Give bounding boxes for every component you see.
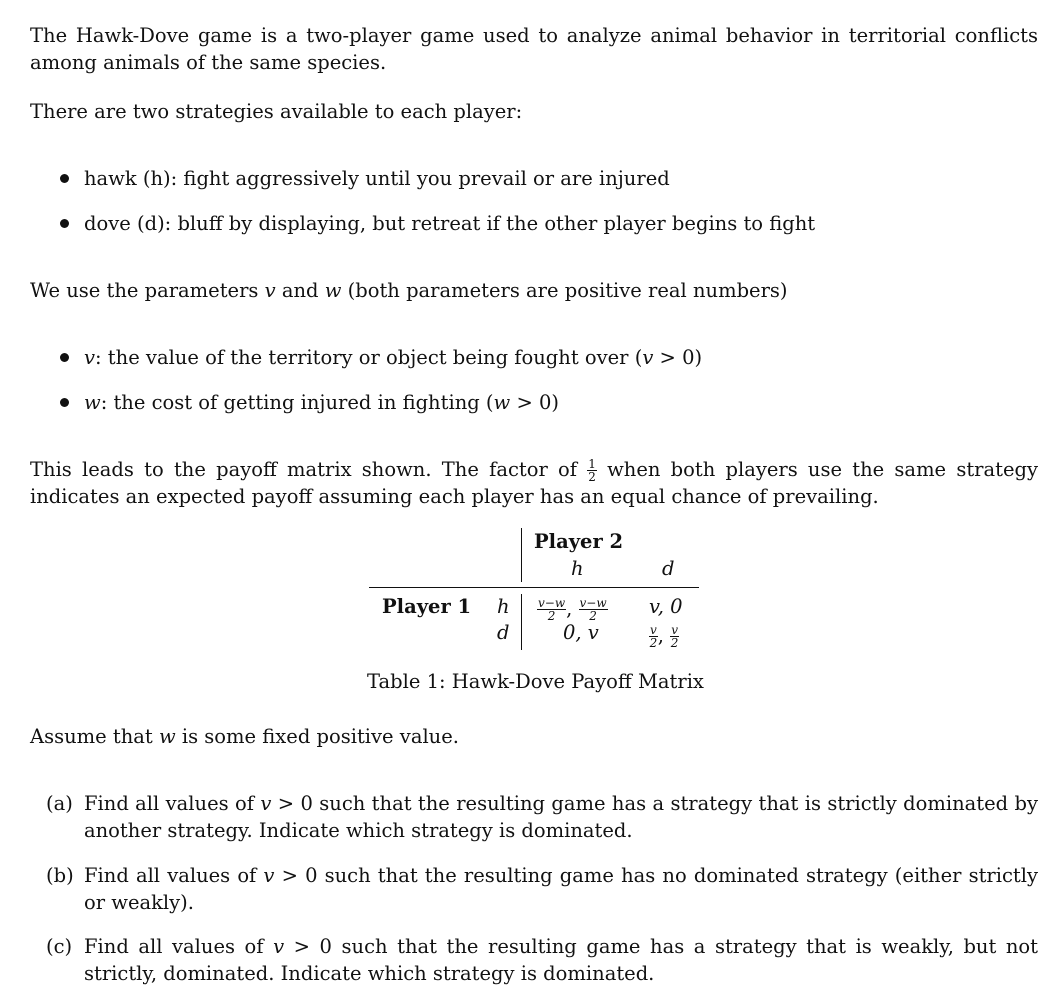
bullet-item: w: the cost of getting injured in fighting (w > 0) — [60, 389, 559, 416]
bullet-item: v: the value of the territory or object being fought over (v > 0) — [60, 344, 702, 371]
intro-paragraph: The Hawk-Dove game is a two-player game used to analyze animal behavior in territorial conflicts among animals of the same species. — [30, 24, 1038, 74]
strategies-intro: There are two strategies available to each player: — [30, 100, 523, 123]
row-header-d: d — [497, 621, 510, 644]
table-divider — [369, 587, 699, 588]
payoff-dh: 0, v — [563, 621, 599, 644]
row-header-h: h — [497, 595, 510, 618]
payoff-matrix — [369, 528, 699, 656]
column-header-d: d — [662, 557, 675, 580]
bullet-icon — [60, 219, 69, 228]
payoff-intro-paragraph: This leads to the payoff matrix shown. The factor of $\frac{1}{2}$ when both players use the same strategy indicates an expected payoff assuming each player has an equal chance of prevailing. — [30, 457, 1038, 508]
fraction: $\frac{1}{2}$ — [588, 457, 596, 484]
player1-header: Player 1 — [382, 595, 472, 618]
bullet-icon — [60, 398, 69, 407]
table-divider — [521, 594, 522, 650]
payoff-hd: v, 0 — [649, 595, 683, 618]
question-item: (b) Find all values of v > 0 such that the resulting game has no dominated strategy (either strictly or weakly). — [46, 864, 1038, 914]
payoff-dd: $\frac{v}{2}$ , $\frac{v}{2}$ — [649, 623, 679, 650]
assumption-paragraph: Assume that w is some fixed positive value. — [30, 725, 459, 748]
column-header-h: h — [571, 557, 584, 580]
question-item: (a) Find all values of v > 0 such that the resulting game has a strategy that is strictly dominated by another strategy. Indicate which strategy is dominated. — [46, 792, 1038, 842]
bullet-icon — [60, 174, 69, 183]
question-item: (c) Find all values of v > 0 such that the resulting game has a strategy that is weakly, but not strictly, dominated. Indicate which strategy is dominated. — [46, 935, 1039, 985]
table-caption: Table 1: Hawk-Dove Payoff Matrix — [367, 670, 704, 693]
player2-header: Player 2 — [534, 530, 624, 553]
params-intro: We use the parameters v and w (both parameters are positive real numbers) — [30, 279, 788, 302]
bullet-item: hawk (h): fight aggressively until you prevail or are injured — [60, 165, 670, 192]
table-divider — [521, 528, 522, 582]
bullet-item: dove (d): bluff by displaying, but retreat if the other player begins to fight — [60, 210, 815, 237]
payoff-hh: $\frac{v-w}{2}$ , $\frac{v-w}{2}$ — [538, 596, 607, 623]
bullet-icon — [60, 353, 69, 362]
